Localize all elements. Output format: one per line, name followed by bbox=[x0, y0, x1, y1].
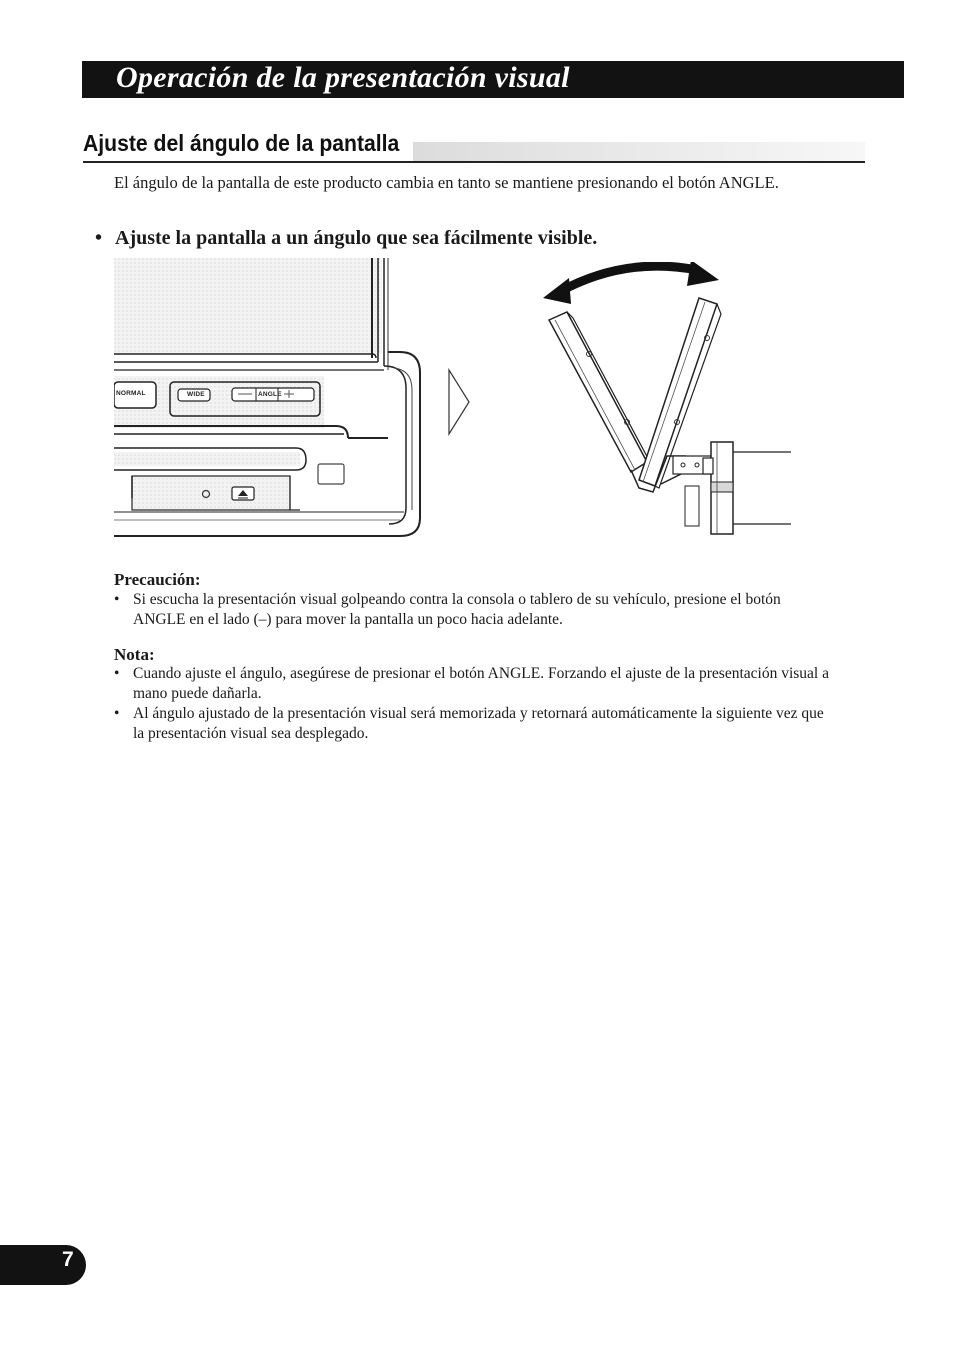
bullet-marker: • bbox=[114, 705, 120, 722]
section-heading-block bbox=[83, 130, 865, 163]
transition-arrow bbox=[447, 368, 473, 441]
wide-button-label: WIDE bbox=[187, 391, 205, 398]
intro-paragraph: El ángulo de la pantalla de este producto cambia en tanto se mantiene presionando el botón ANGLE. bbox=[114, 173, 779, 192]
bullet-marker: • bbox=[114, 665, 120, 682]
note-title: Nota: bbox=[114, 645, 155, 664]
bullet-marker: • bbox=[114, 591, 120, 608]
chapter-title: Operación de la presentación visual bbox=[116, 60, 570, 94]
instruction-bullet: • bbox=[95, 227, 103, 249]
tilt-angle-drawing bbox=[535, 262, 797, 540]
precaution-title: Precaución: bbox=[114, 570, 201, 589]
precaution-text: Si escucha la presentación visual golpeando contra la consola o tablero de su vehículo, presione el botón ANGLE en el lado (–) para mover la pantalla un poco hacia adelante. bbox=[133, 591, 781, 628]
chapter-header-bar bbox=[82, 61, 904, 98]
note-item bbox=[114, 704, 834, 744]
section-heading: Ajuste del ángulo de la pantalla bbox=[83, 130, 400, 156]
note-text: Cuando ajuste el ángulo, asegúrese de presionar el botón ANGLE. Forzando el ajuste de la presentación visual a mano puede dañarla. bbox=[133, 665, 829, 702]
instruction-text: Ajuste la pantalla a un ángulo que sea fácilmente visible. bbox=[115, 227, 598, 249]
monitor-position-upright bbox=[549, 312, 651, 472]
tilt-angle-illustration bbox=[535, 262, 797, 545]
page-number: 7 bbox=[62, 1248, 74, 1271]
normal-button-label: NORMAL bbox=[116, 390, 146, 397]
precaution-item bbox=[114, 590, 834, 630]
instruction-line bbox=[95, 227, 855, 250]
control-panel-illustration bbox=[114, 258, 424, 545]
heading-rule bbox=[83, 161, 865, 163]
angle-button-label: ANGLE bbox=[258, 391, 282, 398]
chevron-right-icon bbox=[447, 368, 473, 436]
double-arrow-icon bbox=[559, 266, 697, 292]
screen-area bbox=[114, 258, 382, 354]
heading-shade bbox=[413, 142, 865, 161]
control-panel-drawing bbox=[114, 258, 424, 540]
note-item bbox=[114, 664, 834, 704]
note-text: Al ángulo ajustado de la presentación visual será memorizada y retornará automáticamente la siguiente vez que la presentación visual sea desplegado. bbox=[133, 705, 824, 742]
